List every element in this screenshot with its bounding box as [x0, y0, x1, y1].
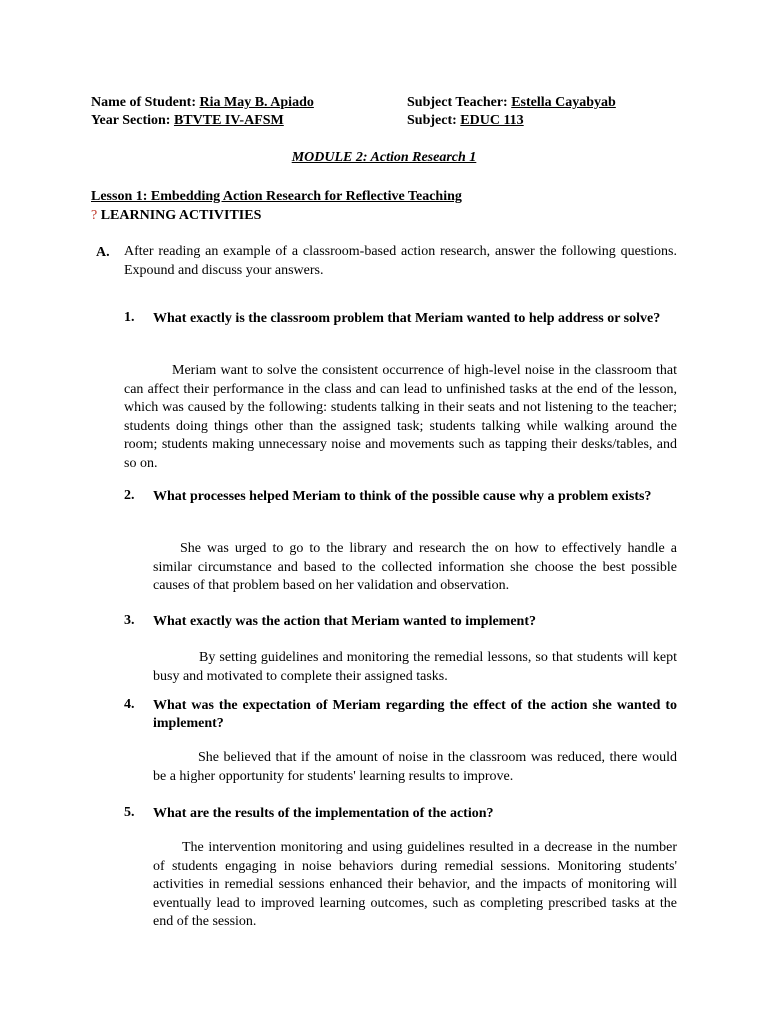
answer-text: By setting guidelines and monitoring the remedial lessons, so that students will kept busy and motivated to complete their assigned tasks. [153, 650, 677, 684]
section-a-instructions: After reading an example of a classroom-based action research, answer the following questions. Expound and discuss your answers. [124, 244, 677, 278]
learning-activities-heading [91, 208, 261, 224]
subject-teacher-line [407, 95, 616, 111]
question-text: What exactly was the action that Meriam wanted to implement? [153, 614, 536, 629]
answer-text: Meriam want to solve the consistent occurrence of high-level noise in the classroom that can affect their performance in the class and can lead to unfinished tasks at the end of the lesson, which was caused by the following: students talking in their seats and not listening to the teacher; students doing things other than the assigned task; students talking while walking around the room; students making unnecessary noise and movements such as tapping their desks/tables, and so on. [124, 363, 677, 471]
activities-marker: ? [91, 208, 98, 223]
question-text: What was the expectation of Meriam regarding the effect of the action she wanted to implement? [153, 698, 677, 731]
lesson-title: Lesson 1: Embedding Action Research for Reflective Teaching [91, 189, 462, 204]
section-a-letter: A. [96, 245, 110, 260]
answer-text: The intervention monitoring and using guidelines resulted in a decrease in the number of students engaging in noise behaviors during remedial sessions. Monitoring students' activities in remedial sessions enhanced their behavior, and the impacts of monitoring will eventually lead to improved learning outcomes, such as completing prescribed tasks at the end of the session. [153, 840, 677, 929]
question-number: 1. [124, 310, 135, 325]
activities-label: LEARNING ACTIVITIES [100, 208, 262, 223]
question-text: What processes helped Meriam to think of the possible cause why a problem exists? [153, 489, 652, 504]
year-section-label: Year Section: [91, 113, 171, 128]
answer-text: She was urged to go to the library and research the on how to effectively handle a similar circumstance and based to the collected information she choose the best possible causes of that problem based on her validation and observation. [153, 541, 677, 593]
question-number: 2. [124, 488, 135, 503]
question-text: What exactly is the classroom problem that Meriam wanted to help address or solve? [153, 311, 661, 326]
subject-label: Subject: [407, 113, 457, 128]
subject-value: EDUC 113 [460, 113, 524, 128]
answer-text: She believed that if the amount of noise in the classroom was reduced, there would be a higher opportunity for students' learning results to improve. [153, 750, 677, 784]
subject-teacher-label: Subject Teacher: [407, 95, 508, 110]
year-section-line [91, 113, 284, 129]
question-number: 3. [124, 613, 135, 628]
student-name-label: Name of Student: [91, 95, 196, 110]
question-text: What are the results of the implementation of the action? [153, 806, 494, 821]
subject-line [407, 113, 524, 129]
subject-teacher-value: Estella Cayabyab [511, 95, 616, 110]
question-number: 5. [124, 805, 135, 820]
question-number: 4. [124, 697, 135, 712]
student-name-value: Ria May B. Apiado [199, 95, 314, 110]
year-section-value: BTVTE IV-AFSM [173, 113, 284, 128]
module-title-text: MODULE 2: Action Research 1 [291, 150, 477, 165]
student-name-line [91, 95, 314, 111]
module-title [0, 150, 768, 166]
